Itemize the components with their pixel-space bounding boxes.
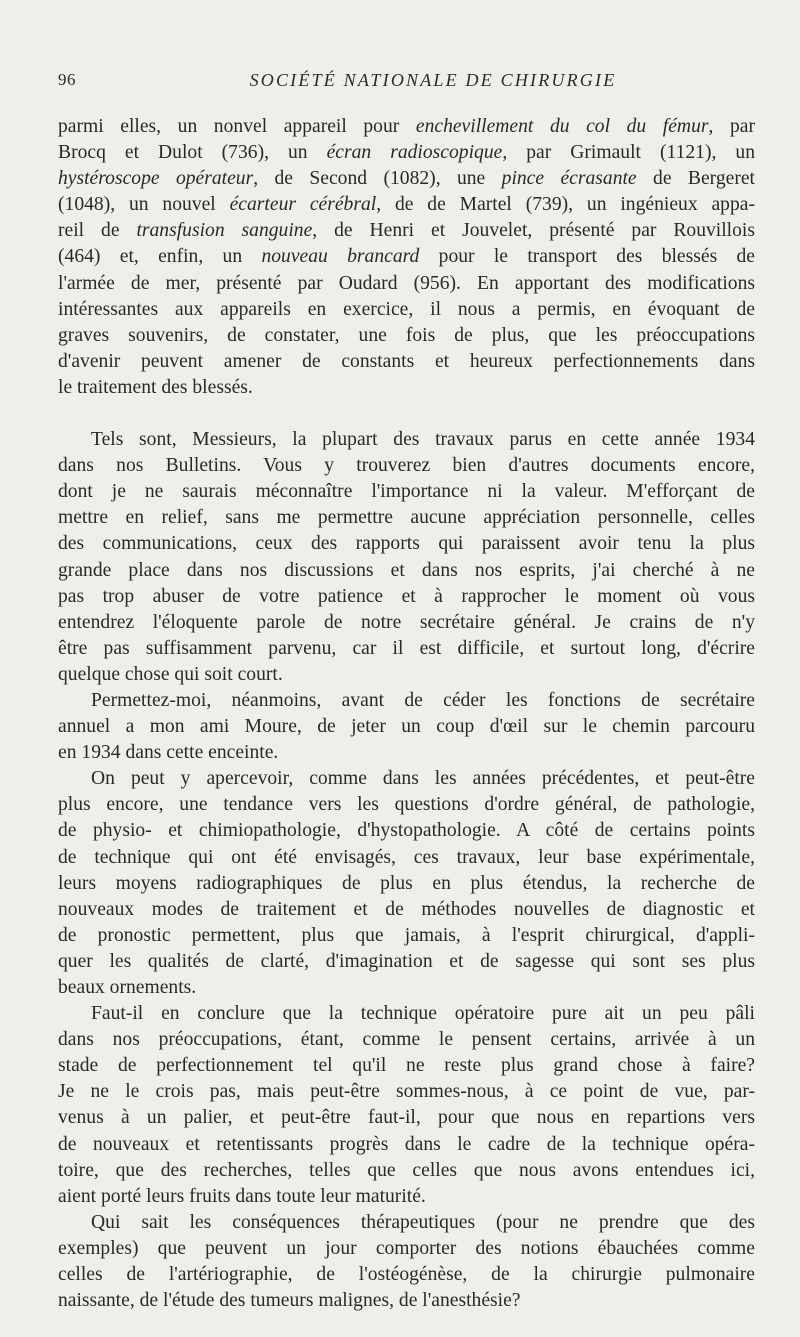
text-run: entendrez l'éloquente parole de notre secrétaire général. Je crains de n'y bbox=[58, 611, 755, 633]
text-run: quer les qualités de clarté, d'imagination et de sagesse qui sont ses plus bbox=[58, 950, 755, 972]
text-line bbox=[58, 975, 755, 1001]
text-run: exemples) que peuvent un jour comporter des notions ébauchées comme bbox=[58, 1237, 755, 1259]
text-line bbox=[58, 375, 755, 401]
text-line bbox=[58, 1132, 755, 1158]
text-line bbox=[58, 323, 755, 349]
text-run: , de Second (1082), une bbox=[253, 168, 502, 190]
text-run: être pas suffisamment parvenu, car il est difficile, et surtout long, d'écrire bbox=[58, 637, 755, 659]
text-run: , de Henri et Jouvelet, présenté par Rouvillois bbox=[312, 220, 755, 242]
text-run: , par Grimault (1121), un bbox=[502, 142, 755, 164]
text-run: intéressantes aux appareils en exercice, il nous a permis, en évoquant de bbox=[58, 298, 755, 320]
text-run: de physio- et chimiopathologie, d'hystopathologie. A côté de certains points bbox=[58, 820, 755, 842]
text-line bbox=[58, 453, 755, 479]
text-line bbox=[58, 244, 755, 270]
text-line bbox=[58, 479, 755, 505]
text-line bbox=[58, 218, 755, 244]
text-line bbox=[58, 1236, 755, 1262]
text-line bbox=[58, 1288, 755, 1314]
text-line bbox=[58, 818, 755, 844]
text-run: mettre en relief, sans me permettre aucune appréciation personnelle, celles bbox=[58, 507, 755, 529]
text-run: beaux ornements. bbox=[58, 977, 197, 998]
italic-term: transfusion sanguine bbox=[136, 220, 313, 242]
text-line bbox=[58, 610, 755, 636]
text-run: toire, que des recherches, telles que celles que nous avons entendues ici, bbox=[58, 1159, 755, 1181]
text-line bbox=[58, 792, 755, 818]
text-run: de Bergeret bbox=[636, 168, 755, 190]
text-run: de technique qui ont été envisagés, ces travaux, leur base expérimentale, bbox=[58, 846, 755, 868]
page-number: 96 bbox=[58, 70, 76, 89]
text-line bbox=[58, 271, 755, 297]
text-line bbox=[58, 166, 755, 192]
text-run: pour le transport des blessés de bbox=[419, 246, 755, 268]
text-line bbox=[58, 531, 755, 557]
text-line bbox=[58, 949, 755, 975]
italic-term: pince écrasante bbox=[501, 168, 637, 190]
text-line bbox=[58, 1027, 755, 1053]
text-run: quelque chose qui soit court. bbox=[58, 663, 283, 685]
text-run: leurs moyens radiographiques de plus en plus étendus, la recherche de bbox=[58, 872, 755, 894]
text-run: naissante, de l'étude des tumeurs malignes, de l'anesthésie? bbox=[58, 1290, 521, 1312]
text-line bbox=[58, 740, 755, 766]
text-line bbox=[58, 558, 755, 584]
text-run: Permettez-moi, néanmoins, avant de céder les fonctions de secrétaire bbox=[91, 689, 755, 711]
text-run: stade de perfectionnement tel qu'il ne reste plus grand chose à faire? bbox=[58, 1055, 755, 1077]
text-line bbox=[58, 636, 755, 662]
italic-term: hystéroscope opérateur bbox=[58, 168, 254, 190]
text-line bbox=[58, 897, 755, 923]
text-line bbox=[58, 1079, 755, 1105]
text-line bbox=[58, 1262, 755, 1288]
text-run: annuel a mon ami Moure, de jeter un coup d'œil sur le chemin parcouru bbox=[58, 716, 755, 738]
text-line bbox=[58, 714, 755, 740]
text-run: On peut y apercevoir, comme dans les années précédentes, et peut-être bbox=[91, 768, 755, 790]
running-head bbox=[58, 70, 755, 96]
text-line bbox=[58, 1184, 755, 1210]
text-line bbox=[58, 1210, 755, 1236]
text-line bbox=[58, 1001, 755, 1027]
text-run: , de de Martel (739), un ingénieux appa- bbox=[376, 194, 755, 216]
text-line bbox=[58, 297, 755, 323]
text-line bbox=[58, 662, 755, 688]
text-run: dans nos préoccupations, étant, comme le pensent certains, arrivée à un bbox=[58, 1029, 755, 1051]
paragraph bbox=[58, 114, 755, 401]
text-run: de pronostic permettent, plus que jamais, à l'esprit chirurgical, d'appli- bbox=[58, 924, 755, 946]
text-run: d'avenir peuvent amener de constants et heureux perfectionnements dans bbox=[58, 350, 755, 372]
journal-title: SOCIÉTÉ NATIONALE DE CHIRURGIE bbox=[249, 70, 617, 90]
text-line bbox=[58, 1158, 755, 1184]
text-run: Brocq et Dulot (736), un bbox=[58, 142, 327, 164]
text-line bbox=[58, 845, 755, 871]
paragraph bbox=[58, 766, 755, 1001]
text-run: celles de l'artériographie, de l'ostéogénèse, de la chirurgie pulmonaire bbox=[58, 1264, 755, 1286]
text-run: l'armée de mer, présenté par Oudard (956). En apportant des modifications bbox=[58, 272, 755, 294]
text-run: plus encore, une tendance vers les questions d'ordre général, de pathologie, bbox=[58, 794, 755, 816]
text-line bbox=[58, 192, 755, 218]
text-run: venus à un palier, et peut-être faut-il, pour que nous en repartions vers bbox=[58, 1107, 755, 1129]
text-run: Faut-il en conclure que la technique opératoire pure ait un peu pâli bbox=[91, 1003, 755, 1025]
body-text bbox=[58, 114, 755, 1314]
text-line bbox=[58, 923, 755, 949]
paragraph bbox=[58, 1210, 755, 1314]
paragraph bbox=[58, 688, 755, 766]
italic-term: enchevillement du col du fémur bbox=[415, 116, 709, 137]
text-run: Je ne le crois pas, mais peut-être sommes-nous, à ce point de vue, par- bbox=[58, 1081, 755, 1103]
text-run: aient porté leurs fruits dans toute leur maturité. bbox=[58, 1185, 426, 1207]
text-line bbox=[58, 427, 755, 453]
text-run: dans nos Bulletins. Vous y trouverez bien d'autres documents encore, bbox=[58, 455, 755, 477]
text-line bbox=[58, 349, 755, 375]
text-run: Qui sait les conséquences thérapeutiques (pour ne prendre que des bbox=[91, 1211, 755, 1233]
text-line bbox=[58, 1053, 755, 1079]
text-line bbox=[58, 871, 755, 897]
text-run: pas trop abuser de votre patience et à rapprocher le moment où vous bbox=[58, 585, 755, 607]
text-run: en 1934 dans cette enceinte. bbox=[58, 742, 279, 764]
text-run: parmi elles, un nonvel appareil pour bbox=[58, 116, 416, 137]
text-run: , par bbox=[708, 116, 755, 137]
text-run: nouveaux modes de traitement et de méthodes nouvelles de diagnostic et bbox=[58, 898, 755, 920]
text-run: Tels sont, Messieurs, la plupart des travaux parus en cette année 1934 bbox=[91, 429, 755, 451]
text-line bbox=[58, 766, 755, 792]
text-run: dont je ne saurais méconnaître l'importance ni la valeur. M'efforçant de bbox=[58, 481, 755, 503]
text-run: de nouveaux et retentissants progrès dans le cadre de la technique opéra- bbox=[58, 1133, 755, 1155]
paragraph bbox=[58, 1001, 755, 1210]
text-line bbox=[58, 114, 755, 140]
text-line bbox=[58, 688, 755, 714]
text-line bbox=[58, 1105, 755, 1131]
text-run: des communications, ceux des rapports qui paraissent avoir tenu la plus bbox=[58, 533, 755, 555]
paragraph-gap bbox=[58, 401, 755, 427]
italic-term: nouveau brancard bbox=[261, 246, 420, 268]
text-run: graves souvenirs, de constater, une fois de plus, que les préoccupations bbox=[58, 324, 755, 346]
text-run: reil de bbox=[58, 220, 137, 242]
text-line bbox=[58, 505, 755, 531]
text-run: le traitement des blessés. bbox=[58, 376, 253, 398]
text-line bbox=[58, 140, 755, 166]
text-run: grande place dans nos discussions et dans nos esprits, j'ai cherché à ne bbox=[58, 559, 755, 581]
italic-term: écarteur cérébral bbox=[229, 194, 377, 216]
text-line bbox=[58, 584, 755, 610]
paragraph bbox=[58, 427, 755, 688]
text-run: (1048), un nouvel bbox=[58, 194, 230, 216]
italic-term: écran radioscopique bbox=[326, 142, 503, 164]
text-run: (464) et, enfin, un bbox=[58, 246, 262, 268]
